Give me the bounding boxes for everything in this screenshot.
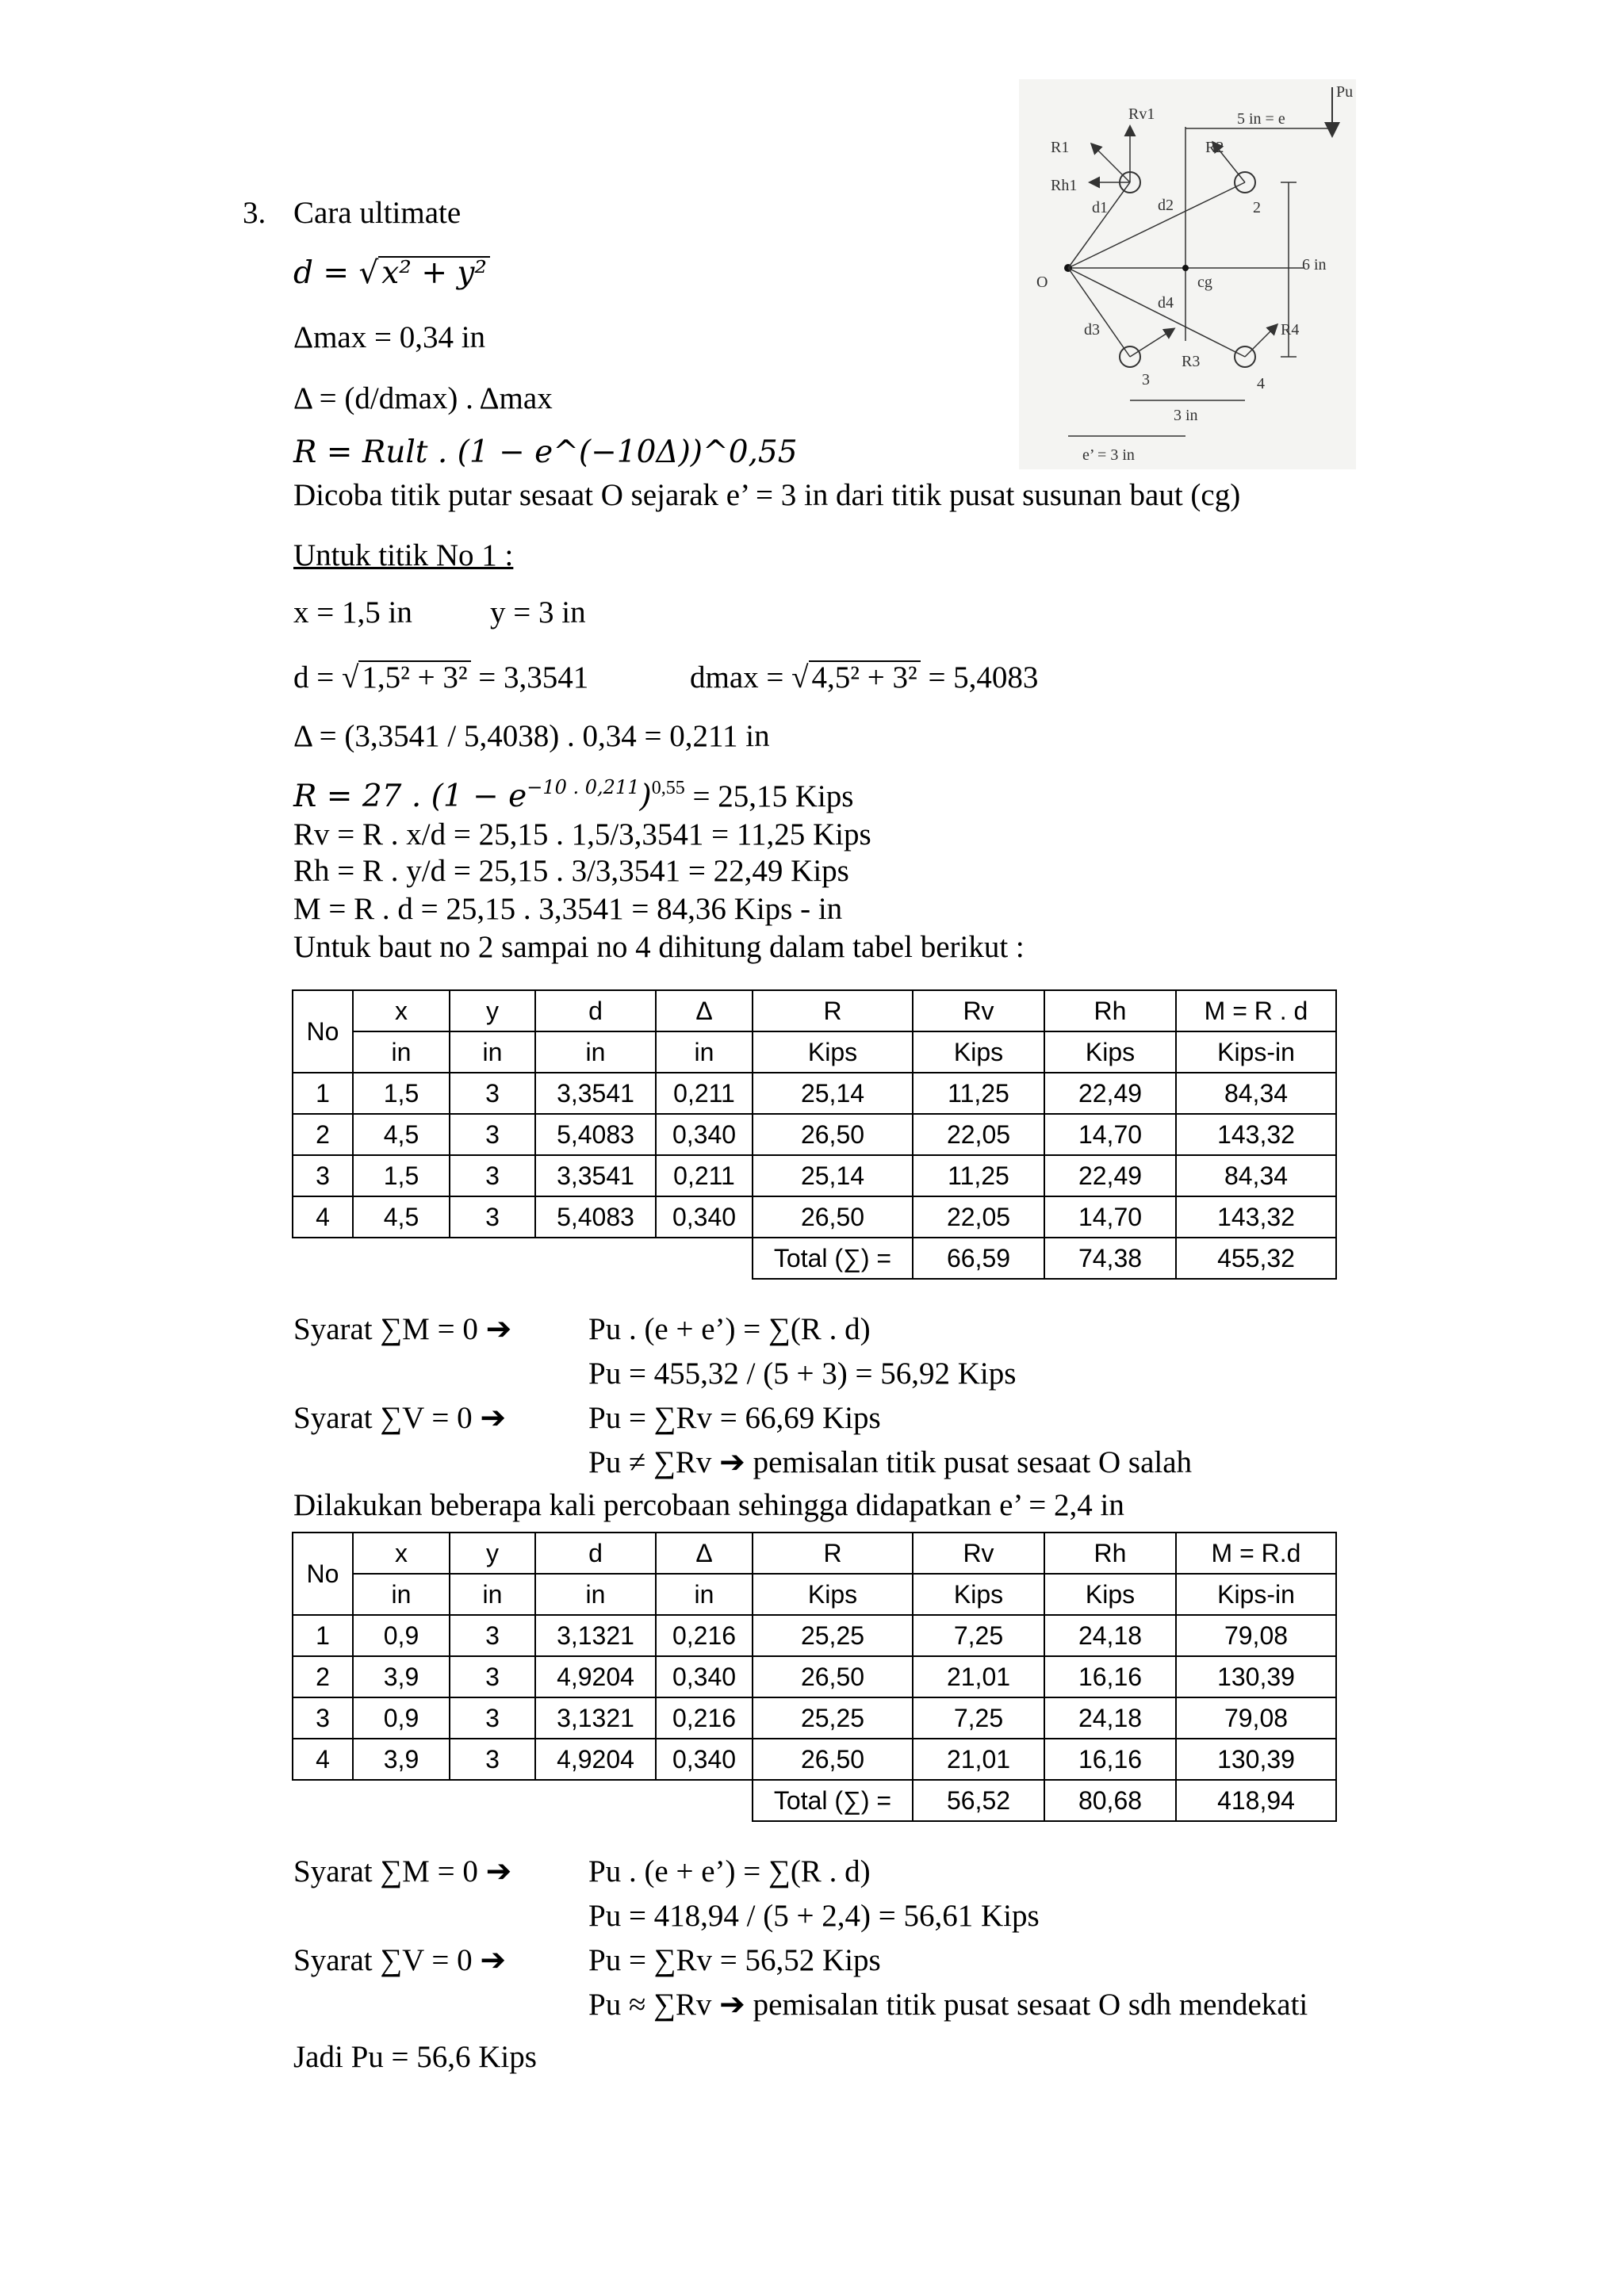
table-cell: 22,49 [1044,1155,1176,1196]
table-cell: 79,08 [1176,1697,1336,1739]
table1-header: M = R . d [1176,990,1336,1031]
table-cell: 79,08 [1176,1615,1336,1656]
table-cell: 3 [450,1615,535,1656]
table2-unit: in [353,1574,450,1615]
label-r4: R4 [1281,321,1300,339]
force-r4-arrow [1245,325,1277,357]
trial-text: Dicoba titik putar sesaat O sejarak e’ = 3 in dari titik pusat susunan baut (cg) [293,478,1241,512]
table-cell: 3 [450,1155,535,1196]
table-cell: 3 [450,1073,535,1114]
table-cell: 22,49 [1044,1073,1176,1114]
table-cell: 22,05 [913,1196,1044,1238]
point1-dmax: dmax = √ 4,5² + 3² = 5,4083 [690,660,1039,695]
table1-total-m: 455,32 [1176,1238,1336,1279]
check2-v-label: Syarat ∑V = 0 ➔ [293,1943,507,1977]
table-cell: 26,50 [753,1656,913,1697]
table2 [292,1532,1337,1822]
table2-unit: Kips-in [1176,1574,1336,1615]
table2-total-label: Total (∑) = [753,1780,913,1821]
table-intro: Untuk baut no 2 sampai no 4 dihitung dalam tabel berikut : [293,930,1025,964]
section-number: 3. [243,196,266,230]
section-title: Cara ultimate [293,196,462,230]
table1-total-row [293,1238,1336,1279]
table2-header: M = R.d [1176,1533,1336,1574]
table1-unit: Kips [753,1031,913,1073]
table-cell: 130,39 [1176,1656,1336,1697]
table-cell: 16,16 [1044,1656,1176,1697]
table2-unit: in [535,1574,656,1615]
table1-header: Rh [1044,990,1176,1031]
blank-cell [293,1238,353,1279]
point1-x: x = 1,5 in [293,595,412,629]
table-cell: 7,25 [913,1615,1044,1656]
table2-no-header: No [293,1533,353,1615]
label-d3: d3 [1084,321,1100,339]
table1-no-header: No [293,990,353,1073]
table-cell: 0,211 [656,1155,753,1196]
table-row [293,1155,1336,1196]
table1-unit: in [535,1031,656,1073]
table2-header: Rv [913,1533,1044,1574]
table1-header: y [450,990,535,1031]
table-cell: 3 [450,1656,535,1697]
point1-m: M = R . d = 25,15 . 3,3541 = 84,36 Kips - in [293,892,843,926]
label-r1: R1 [1051,139,1070,156]
bolt-group-figure [1019,79,1356,469]
point1-d-radicand: 1,5² + 3² [358,660,470,694]
point1-dmax-post: = 5,4083 [920,660,1039,695]
blank-cell [353,1780,450,1821]
table-cell: 25,14 [753,1073,913,1114]
formula-r: R = Rult . (1 − e^(−10Δ))^0,55 [293,434,798,470]
table-cell: 3 [450,1697,535,1739]
label-e: 5 in = e [1237,110,1285,128]
table-cell: 143,32 [1176,1114,1336,1155]
formula-d-radicand: x² + y² [378,256,490,289]
table1-unit: in [656,1031,753,1073]
table-cell: 3 [293,1155,353,1196]
table2-total-m: 418,94 [1176,1780,1336,1821]
table-row [293,1196,1336,1238]
blank-cell [450,1780,535,1821]
table-cell: 4,5 [353,1114,450,1155]
label-d4: d4 [1158,294,1174,312]
radius-d1 [1068,182,1130,268]
table2-header: Rh [1044,1533,1176,1574]
table-cell: 3 [450,1196,535,1238]
label-rv1: Rv1 [1128,105,1155,123]
point1-r: R = 27 . $(1 - e^{-10 . 0,211})^{0,55} = 25,15$ Kips [293,776,854,814]
blank-cell [656,1780,753,1821]
table-cell: 3,9 [353,1739,450,1780]
table-cell: 3 [450,1739,535,1780]
point1-dmax-radicand: 4,5² + 3² [809,660,921,694]
table1-header: x [353,990,450,1031]
table2-total-rv: 56,52 [913,1780,1044,1821]
table-cell: 14,70 [1044,1114,1176,1155]
point1-d-pre: d = [293,660,342,695]
table-cell: 0,340 [656,1196,753,1238]
table-cell: 3,1321 [535,1615,656,1656]
point1-heading: Untuk titik No 1 : [293,538,514,572]
table1-total-label: Total (∑) = [753,1238,913,1279]
table2-total-row [293,1780,1336,1821]
check2-v-line1: Pu = ∑Rv = 56,52 Kips [588,1943,881,1977]
check2-v-line2: Pu ≈ ∑Rv ➔ pemisalan titik pusat sesaat O sdh mendekati [588,1988,1308,2022]
table-cell: 143,32 [1176,1196,1336,1238]
blank-cell [353,1238,450,1279]
force-r1-arrow [1092,144,1130,182]
table1-unit: Kips [913,1031,1044,1073]
blank-cell [293,1780,353,1821]
table1-header: R [753,990,913,1031]
table-cell: 16,16 [1044,1739,1176,1780]
table2-unit-row [293,1574,1336,1615]
label-n2: 2 [1253,199,1261,216]
table-cell: 1 [293,1615,353,1656]
table1-header-row [293,990,1336,1031]
point1-d: d = √ 1,5² + 3² = 3,3541 [293,660,589,695]
label-r2: R2 [1205,139,1224,156]
table-cell: 3,9 [353,1656,450,1697]
table-cell: 5,4083 [535,1196,656,1238]
table-row [293,1615,1336,1656]
table2-header: y [450,1533,535,1574]
table-cell: 0,211 [656,1073,753,1114]
label-rh1: Rh1 [1051,177,1078,194]
label-pu: Pu [1336,83,1354,101]
label-n3: 3 [1142,371,1150,388]
label-o: O [1036,274,1048,291]
table-cell: 0,9 [353,1615,450,1656]
check1-m-line1: Pu . (e + e’) = ∑(R . d) [588,1312,871,1346]
table2-unit: Kips [753,1574,913,1615]
table-cell: 4 [293,1196,353,1238]
formula-delta: Δ = (d/dmax) . Δmax [293,381,553,415]
table-row [293,1656,1336,1697]
table-cell: 26,50 [753,1114,913,1155]
point1-r-exp2: 0,55 [651,778,685,798]
bolt-group-diagram [1019,79,1356,469]
table-cell: 3 [293,1697,353,1739]
table1-unit-row [293,1031,1336,1073]
table-cell: 25,14 [753,1155,913,1196]
blank-cell [656,1238,753,1279]
table-cell: 14,70 [1044,1196,1176,1238]
table2-header: Δ [656,1533,753,1574]
table-row [293,1114,1336,1155]
table-cell: 4,9204 [535,1739,656,1780]
table1-header: Δ [656,990,753,1031]
table-cell: 26,50 [753,1196,913,1238]
formula-d-lhs: d = [293,255,359,291]
table-cell: 0,340 [656,1656,753,1697]
point1-r-post: = 25,15 Kips [684,779,854,813]
table1-total-rv: 66,59 [913,1238,1044,1279]
table1-total-rh: 74,38 [1044,1238,1176,1279]
label-d1: d1 [1092,199,1108,216]
table2-header-row [293,1533,1336,1574]
label-n4: 4 [1257,375,1265,392]
blank-cell [535,1238,656,1279]
point1-r-pre: R = 27 . (1 − e [293,779,527,814]
table2-unit: in [656,1574,753,1615]
radius-d2 [1068,182,1245,268]
table-cell: 0,9 [353,1697,450,1739]
radius-d3 [1068,268,1130,357]
table1-unit: in [353,1031,450,1073]
table-cell: 2 [293,1656,353,1697]
check1-v-line2: Pu ≠ ∑Rv ➔ pemisalan titik pusat sesaat O salah [588,1445,1193,1479]
table-cell: 130,39 [1176,1739,1336,1780]
table-cell: 0,216 [656,1697,753,1739]
table2-unit: Kips [913,1574,1044,1615]
table-cell: 84,34 [1176,1155,1336,1196]
table-cell: 1,5 [353,1155,450,1196]
table-cell: 24,18 [1044,1615,1176,1656]
table-cell: 4 [293,1739,353,1780]
table2-total-rh: 80,68 [1044,1780,1176,1821]
table1-unit: in [450,1031,535,1073]
table-cell: 5,4083 [535,1114,656,1155]
blank-cell [535,1780,656,1821]
table-cell: 24,18 [1044,1697,1176,1739]
table-cell: 25,25 [753,1615,913,1656]
table2-unit: in [450,1574,535,1615]
point1-rv: Rv = R . x/d = 25,15 . 1,5/3,3541 = 11,25 Kips [293,817,871,851]
conclusion: Jadi Pu = 56,6 Kips [293,2040,537,2074]
point1-rh: Rh = R . y/d = 25,15 . 3/3,3541 = 22,49 Kips [293,854,849,888]
radius-d4 [1068,268,1245,357]
point1-dmax-pre: dmax = [690,660,792,695]
table-cell: 4,5 [353,1196,450,1238]
table-cell: 84,34 [1176,1073,1336,1114]
table1-header: d [535,990,656,1031]
formula-d: d = √ x² + y² [293,255,490,292]
check1-v-label: Syarat ∑V = 0 ➔ [293,1401,507,1435]
formula-dmax: Δmax = 0,34 in [293,320,486,354]
check2-m-line2: Pu = 418,94 / (5 + 2,4) = 56,61 Kips [588,1899,1040,1933]
table-row [293,1739,1336,1780]
table-cell: 2 [293,1114,353,1155]
check1-m-line2: Pu = 455,32 / (5 + 3) = 56,92 Kips [588,1357,1017,1391]
table1-unit: Kips [1044,1031,1176,1073]
table-cell: 26,50 [753,1739,913,1780]
table-row [293,1697,1336,1739]
table-cell: 25,25 [753,1697,913,1739]
retry-text: Dilakukan beberapa kali percobaan sehingga didapatkan e’ = 2,4 in [293,1488,1124,1522]
table-cell: 3 [450,1114,535,1155]
table-cell: 21,01 [913,1656,1044,1697]
table-cell: 21,01 [913,1739,1044,1780]
table2-header: R [753,1533,913,1574]
table2-unit: Kips [1044,1574,1176,1615]
table-cell: 3,1321 [535,1697,656,1739]
label-cg: cg [1197,274,1212,291]
point-cg [1182,265,1189,271]
table-cell: 3,3541 [535,1073,656,1114]
table-cell: 1 [293,1073,353,1114]
table1-unit: Kips-in [1176,1031,1336,1073]
table-cell: 0,340 [656,1114,753,1155]
label-six-in: 6 in [1302,256,1327,274]
check2-m-line1: Pu . (e + e’) = ∑(R . d) [588,1854,871,1888]
table-cell: 11,25 [913,1073,1044,1114]
point1-delta: Δ = (3,3541 / 5,4038) . 0,34 = 0,211 in [293,719,770,753]
point1-d-post: = 3,3541 [470,660,589,695]
table-cell: 3,3541 [535,1155,656,1196]
label-eprime: e’ = 3 in [1082,446,1135,464]
check2-m-label: Syarat ∑M = 0 ➔ [293,1854,512,1888]
point1-r-exp: −10 . 0,211 [527,776,640,798]
table2-header: x [353,1533,450,1574]
check1-m-label: Syarat ∑M = 0 ➔ [293,1312,512,1346]
label-r3: R3 [1182,353,1201,370]
table-cell: 7,25 [913,1697,1044,1739]
table-cell: 0,216 [656,1615,753,1656]
force-r3-arrow [1130,329,1174,357]
table-row [293,1073,1336,1114]
check1-v-line1: Pu = ∑Rv = 66,69 Kips [588,1401,881,1435]
table-cell: 22,05 [913,1114,1044,1155]
table-cell: 11,25 [913,1155,1044,1196]
table1-header: Rv [913,990,1044,1031]
label-d2: d2 [1158,197,1174,214]
table-cell: 0,340 [656,1739,753,1780]
label-three-in: 3 in [1174,407,1198,424]
table-cell: 4,9204 [535,1656,656,1697]
table2-header: d [535,1533,656,1574]
blank-cell [450,1238,535,1279]
table-cell: 1,5 [353,1073,450,1114]
point1-y: y = 3 in [490,595,586,629]
table1 [292,989,1337,1280]
